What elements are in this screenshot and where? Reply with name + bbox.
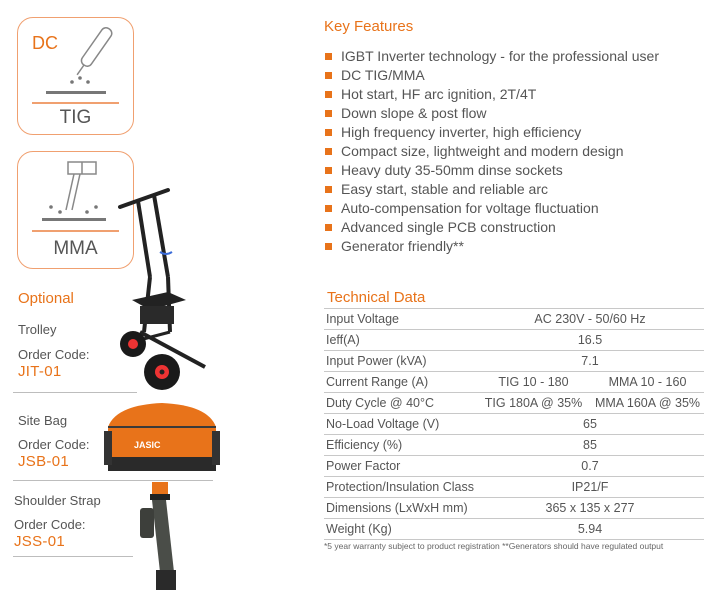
trolley-image	[110, 182, 220, 412]
feature-item	[324, 161, 659, 180]
site-bag-name: Site Bag	[18, 413, 68, 428]
row-value: 365 x 135 x 277	[476, 498, 704, 519]
bullet-icon	[325, 129, 332, 136]
key-features-heading: Key Features	[324, 18, 414, 35]
bullet-icon	[325, 110, 332, 117]
row-value: 5.94	[476, 519, 704, 540]
row-value-mma: MMA 10 - 160	[591, 372, 704, 393]
row-value: 85	[476, 435, 704, 456]
bullet-icon	[325, 91, 332, 98]
row-value: IP21/F	[476, 477, 704, 498]
shoulder-strap-image	[130, 482, 190, 592]
table-row	[324, 393, 704, 414]
row-label: Current Range (A)	[324, 372, 476, 393]
table-row	[324, 519, 704, 540]
row-label: Dimensions (LxWxH mm)	[324, 498, 476, 519]
trolley-order-code: JIT-01	[18, 363, 62, 380]
feature-item	[324, 123, 659, 142]
feature-text: Generator friendly**	[341, 238, 464, 254]
bullet-icon	[325, 186, 332, 193]
trolley-order-label: Order Code:	[18, 347, 90, 362]
feature-text: High frequency inverter, high efficiency	[341, 124, 582, 140]
bullet-icon	[325, 167, 332, 174]
row-label: Duty Cycle @ 40°C	[324, 393, 476, 414]
row-value-tig: TIG 10 - 180	[476, 372, 591, 393]
table-row	[324, 498, 704, 519]
feature-item	[324, 199, 659, 218]
tig-label: TIG	[59, 107, 92, 128]
row-value: AC 230V - 50/60 Hz	[476, 309, 704, 330]
feature-item	[324, 47, 659, 66]
bullet-icon	[325, 243, 332, 250]
feature-text: Advanced single PCB construction	[341, 219, 556, 235]
feature-text: Easy start, stable and reliable arc	[341, 181, 548, 197]
site-bag-order-label: Order Code:	[18, 437, 90, 452]
row-value: 16.5	[476, 330, 704, 351]
table-row	[324, 330, 704, 351]
feature-item	[324, 66, 659, 85]
row-label: No-Load Voltage (V)	[324, 414, 476, 435]
table-row	[324, 372, 704, 393]
row-label: Input Voltage	[324, 309, 476, 330]
feature-text: IGBT Inverter technology - for the professional user	[341, 48, 660, 64]
feature-text: Compact size, lightweight and modern design	[341, 143, 624, 159]
row-value: 0.7	[476, 456, 704, 477]
feature-item	[324, 218, 659, 237]
optional-heading: Optional	[18, 290, 74, 307]
shoulder-strap-order-label: Order Code:	[14, 517, 86, 532]
feature-item	[324, 180, 659, 199]
table-row	[324, 309, 704, 330]
row-label: Weight (Kg)	[324, 519, 476, 540]
jasic-logo: JASIC	[134, 440, 161, 450]
bullet-icon	[325, 224, 332, 231]
feature-text: Auto-compensation for voltage fluctuation	[341, 200, 599, 216]
technical-data-table	[324, 308, 704, 540]
bullet-icon	[325, 72, 332, 79]
table-row	[324, 414, 704, 435]
dc-label: DC	[32, 33, 58, 53]
divider	[13, 480, 213, 481]
feature-item	[324, 142, 659, 161]
key-features-list	[324, 47, 659, 256]
row-value: 65	[476, 414, 704, 435]
row-value: 7.1	[476, 351, 704, 372]
row-label: Efficiency (%)	[324, 435, 476, 456]
row-label: Protection/Insulation Class	[324, 477, 476, 498]
shoulder-strap-order-code: JSS-01	[14, 533, 65, 550]
site-bag-order-code: JSB-01	[18, 453, 69, 470]
feature-text: DC TIG/MMA	[341, 67, 425, 83]
bullet-icon	[325, 205, 332, 212]
feature-item	[324, 237, 659, 256]
table-row	[324, 477, 704, 498]
table-row	[324, 456, 704, 477]
trolley-name: Trolley	[18, 322, 57, 337]
site-bag-image	[102, 397, 222, 477]
feature-item	[324, 85, 659, 104]
divider	[13, 392, 137, 393]
table-row	[324, 351, 704, 372]
divider	[13, 556, 133, 557]
tig-torch-icon	[18, 18, 135, 98]
bullet-icon	[325, 53, 332, 60]
feature-text: Down slope & post flow	[341, 105, 487, 121]
footnote: *5 year warranty subject to product registration **Generators should have regulated output	[324, 541, 664, 551]
feature-text: Heavy duty 35-50mm dinse sockets	[341, 162, 563, 178]
shoulder-strap-name: Shoulder Strap	[14, 493, 101, 508]
mma-label: MMA	[53, 238, 98, 259]
bullet-icon	[325, 148, 332, 155]
row-label: Power Factor	[324, 456, 476, 477]
row-value-mma: MMA 160A @ 35%	[591, 393, 704, 414]
technical-data-heading: Technical Data	[327, 289, 426, 306]
table-row	[324, 435, 704, 456]
row-label: Ieff(A)	[324, 330, 476, 351]
feature-text: Hot start, HF arc ignition, 2T/4T	[341, 86, 537, 102]
row-label: Input Power (kVA)	[324, 351, 476, 372]
row-value-tig: TIG 180A @ 35%	[476, 393, 591, 414]
feature-item	[324, 104, 659, 123]
tig-process-icon-box	[17, 17, 134, 135]
